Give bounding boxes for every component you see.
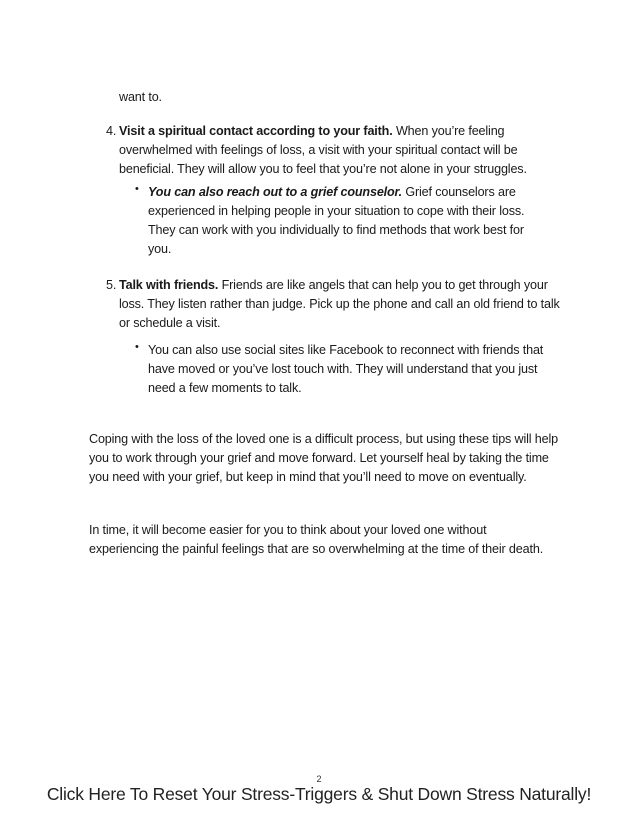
list-item-lead: Talk with friends. [119, 278, 219, 292]
bullet-lead: You can also reach out to a grief counselor. [148, 185, 402, 199]
paragraph-coping: Coping with the loss of the loved one is a difficult process, but using these tips will help you to work through your grief and move forward. Let yourself heal by taking the time you need with your grief, but keep in mind that you’ll need to move on eventually. [89, 432, 558, 484]
bullet-text: Grief counselors are experienced in helping people in your situation to cope with their loss. They can work with you individually to find methods that work best for you. [148, 185, 525, 256]
list-number: 4. [106, 124, 117, 138]
bullet-body [148, 183, 545, 259]
list-item-text: When you’re feeling overwhelmed with feelings of loss, a visit with your spiritual contact will be beneficial. They will allow you to feel that you’re not alone in your struggles. [119, 124, 527, 176]
bullet-item-grief-counselor [135, 183, 545, 259]
list-item-body [119, 276, 566, 333]
list-item-text: Friends are like angels that can help you to get through your loss. They listen rather than judge. Pick up the phone and call an old friend to talk or schedule a visit. [119, 278, 560, 330]
paragraph-in-time: In time, it will become easier for you to think about your loved one without experiencing the painful feelings that are so overwhelming at the time of their death. [89, 523, 544, 556]
list-item-lead: Visit a spiritual contact according to your faith. [119, 124, 393, 138]
bullet-text: You can also use social sites like Facebook to reconnect with friends that have moved or you’ve lost touch with. They will understand that you just need a few moments to talk. [148, 343, 544, 395]
bullet-item-social-sites [135, 341, 545, 398]
list-item-5 [106, 276, 566, 333]
list-item-body [119, 122, 566, 179]
list-item-4 [106, 122, 566, 179]
bullet-icon: • [135, 341, 139, 353]
footer-promo-link[interactable]: Click Here To Reset Your Stress-Triggers & Shut Down Stress Naturally! [46, 784, 592, 804]
list-number: 5. [106, 278, 117, 292]
bullet-body [148, 341, 545, 398]
continuation-text: want to. [119, 90, 162, 104]
page-number: 2 [316, 774, 322, 784]
bullet-icon: • [135, 183, 139, 195]
